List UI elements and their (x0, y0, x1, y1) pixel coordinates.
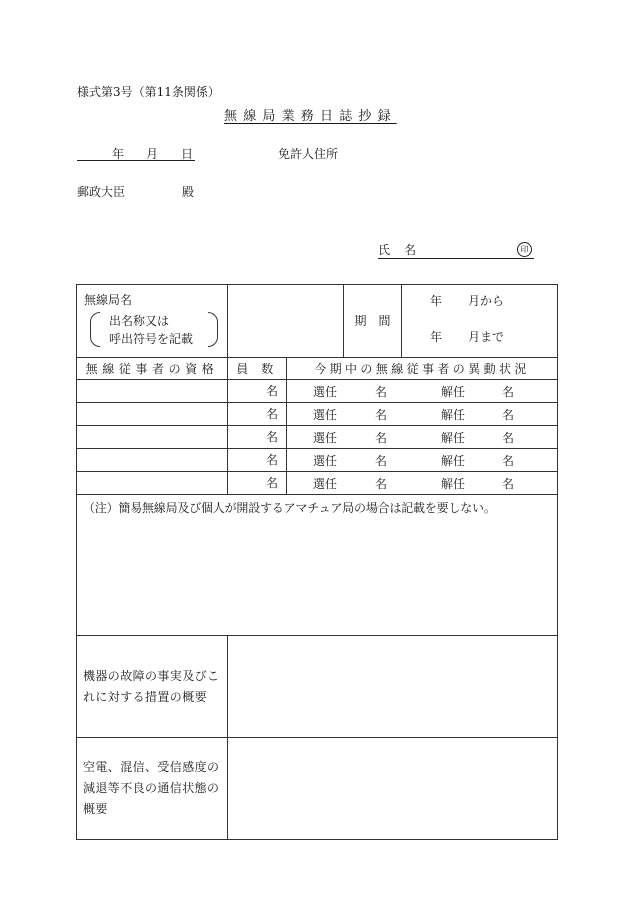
dismissed-unit: 名 (502, 454, 515, 468)
name-label: 氏名 (378, 243, 431, 257)
dismissed-label: 解任 (441, 385, 466, 399)
period-from-year: 年 (430, 294, 443, 308)
seal-icon: 印 (517, 242, 532, 257)
qualification-header: 無線従事者の資格 (77, 358, 228, 380)
qualification-cell (77, 449, 228, 472)
note-text: （注）簡易無線局及び個人が開設するアマチュア局の場合は記載を要しない。 (83, 501, 496, 515)
licensee-address-label: 免許人住所 (278, 147, 339, 161)
qualification-cell (77, 403, 228, 426)
appointed-unit: 名 (375, 477, 388, 491)
interference-label-cell (77, 738, 228, 840)
table-row (77, 426, 558, 449)
appointed-label: 選任 (313, 431, 338, 445)
interference-label: 空電、混信、受信感度の減退等不良の通信状態の概要 (83, 760, 220, 816)
right-bracket (208, 312, 218, 347)
changes-cell (287, 472, 558, 495)
date-day-label: 日 (181, 147, 194, 161)
date-underline (77, 160, 195, 161)
honorific: 殿 (182, 185, 195, 199)
table-row (77, 449, 558, 472)
qualification-cell (77, 380, 228, 403)
equipment-failure-row (77, 636, 558, 738)
appointed-unit: 名 (375, 431, 388, 445)
appointed-unit: 名 (375, 408, 388, 422)
note-cell (77, 495, 558, 636)
equipment-failure-label: 機器の故障の事実及びこれに対する措置の概要 (83, 668, 220, 704)
qualification-cell (77, 472, 228, 495)
station-name-label: 無線局名 (84, 293, 133, 307)
count-cell: 名 (228, 380, 287, 403)
dismissed-unit: 名 (502, 477, 515, 491)
appointed-unit: 名 (375, 385, 388, 399)
dismissed-label: 解任 (441, 477, 466, 491)
equipment-failure-label-cell (77, 636, 228, 738)
changes-cell (287, 426, 558, 449)
note-row (77, 495, 558, 636)
table-row (77, 403, 558, 426)
changes-header: 今期中の無線従事者の異動状況 (287, 358, 558, 380)
document-title: 無線局業務日誌抄録 (224, 109, 397, 124)
form-number: 様式第3号（第11条関係） (77, 85, 220, 99)
count-cell: 名 (228, 472, 287, 495)
left-bracket (90, 312, 100, 347)
dismissed-unit: 名 (502, 385, 515, 399)
station-period-row (77, 285, 558, 358)
header-row (77, 358, 558, 380)
name-underline (378, 258, 534, 259)
changes-cell (287, 380, 558, 403)
changes-cell (287, 449, 558, 472)
period-to-year: 年 (430, 330, 443, 344)
date-year-label: 年 (112, 147, 125, 161)
interference-value (228, 738, 558, 840)
appointed-label: 選任 (313, 454, 338, 468)
dismissed-unit: 名 (502, 408, 515, 422)
dismissed-unit: 名 (502, 431, 515, 445)
table-row (77, 380, 558, 403)
station-name-note-line1: 出名称又は (109, 314, 170, 328)
appointed-label: 選任 (313, 477, 338, 491)
dismissed-label: 解任 (441, 431, 466, 445)
table-row (77, 472, 558, 495)
station-name-value (228, 285, 344, 358)
equipment-failure-value (228, 636, 558, 738)
changes-cell (287, 403, 558, 426)
station-name-cell (77, 285, 228, 358)
appointed-unit: 名 (375, 454, 388, 468)
addressee: 郵政大臣 (77, 185, 126, 199)
qualification-cell (77, 426, 228, 449)
period-value-cell (402, 285, 558, 358)
dismissed-label: 解任 (441, 454, 466, 468)
appointed-label: 選任 (313, 385, 338, 399)
period-from-month: 月から (468, 294, 505, 308)
count-cell: 名 (228, 403, 287, 426)
appointed-label: 選任 (313, 408, 338, 422)
date-month-label: 月 (146, 147, 159, 161)
period-label: 期 間 (344, 285, 402, 358)
dismissed-label: 解任 (441, 408, 466, 422)
interference-row (77, 738, 558, 840)
diary-extract-table (76, 284, 558, 840)
count-cell: 名 (228, 449, 287, 472)
count-header: 員 数 (228, 358, 287, 380)
period-to-month: 月まで (468, 330, 505, 344)
count-cell: 名 (228, 426, 287, 449)
station-name-note-line2: 呼出符号を記載 (109, 332, 194, 346)
